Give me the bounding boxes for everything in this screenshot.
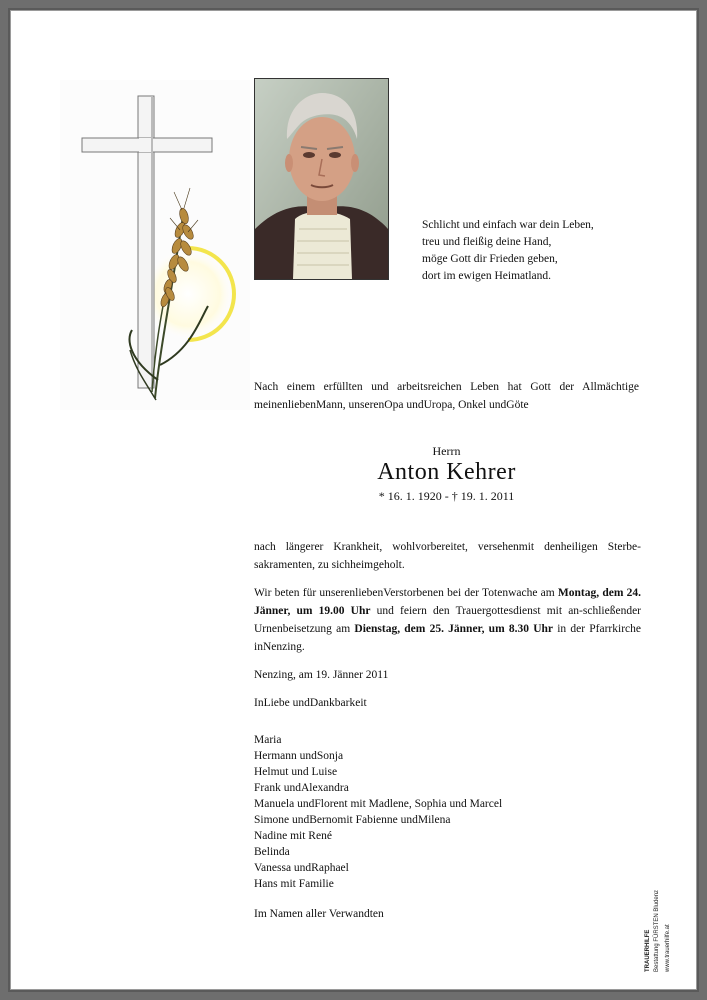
funeral-date: Dienstag, dem 25. Jänner, um 8.30 Uhr (354, 623, 554, 635)
family-member: Manuela undFlorent mit Madlene, Sophia und Marcel (254, 798, 503, 810)
family-member: Hermann undSonja (254, 750, 344, 762)
portrait-photo (254, 78, 389, 280)
service-paragraph (254, 584, 641, 656)
stamp-brand: TRAUERHILFE (645, 929, 651, 972)
stamp-line-3: www.trauerhilfe.at (665, 924, 671, 972)
in-love-line: InLiebe undDankbarkeit (254, 697, 367, 709)
obituary-page (8, 8, 699, 992)
intro-text: Nach einem erfüllten und arbeitsreichen Leben hat Gott der Allmächtige meinenliebenMann, unserenOpa undUropa, Onkel undGöte (254, 381, 639, 411)
salutation: Herrn (432, 444, 461, 458)
family-member: Vanessa undRaphael (254, 862, 349, 874)
funeral-home-stamp (642, 872, 684, 972)
family-member: Helmut und Luise (254, 766, 338, 778)
family-member: Belinda (254, 846, 290, 858)
family-list (254, 732, 502, 892)
service-text: und feiern den Trauergottesdienst mit an-schließender Urnenbeisetzung am (254, 605, 641, 635)
poem-line: dort im ewigen Heimatland. (422, 270, 552, 282)
family-member: Frank undAlexandra (254, 782, 349, 794)
memorial-poem (422, 217, 594, 285)
life-dates: * 16. 1. 1920 - † 19. 1. 2011 (378, 489, 515, 503)
family-member: Hans mit Familie (254, 878, 334, 890)
wake-date: Montag, dem 24. Jänner, um 19.00 Uhr (254, 587, 641, 617)
stamp-line-2: Bestattung FÜRSTEN Bludenz (654, 889, 660, 972)
service-text: Wir beten für unserenliebenVerstorbenen bei der Totenwache am (254, 587, 558, 599)
family-member: Simone undBernomit Fabienne undMilena (254, 814, 451, 826)
service-text: in der Pfarrkirche inNenzing. (254, 623, 641, 653)
death-paragraph: nach längerer Krankheit, wohlvorbereitet, versehenmit denheiligen Sterbe-sakramenten, zu sichheimgeholt. (254, 541, 641, 571)
poem-line: möge Gott dir Frieden geben, (422, 253, 558, 265)
announcement-body (254, 538, 641, 722)
cross-wheat-illustration (60, 80, 250, 410)
poem-line: treu und fleißig deine Hand, (422, 236, 552, 248)
family-member: Maria (254, 734, 282, 746)
place-date: Nenzing, am 19. Jänner 2011 (254, 669, 389, 681)
family-member: Nadine mit René (254, 830, 332, 842)
deceased-name: Anton Kehrer (377, 459, 516, 485)
poem-line: Schlicht und einfach war dein Leben, (422, 219, 594, 231)
closing-line: Im Namen aller Verwandten (254, 908, 384, 920)
stamp-line-1 (645, 930, 652, 972)
